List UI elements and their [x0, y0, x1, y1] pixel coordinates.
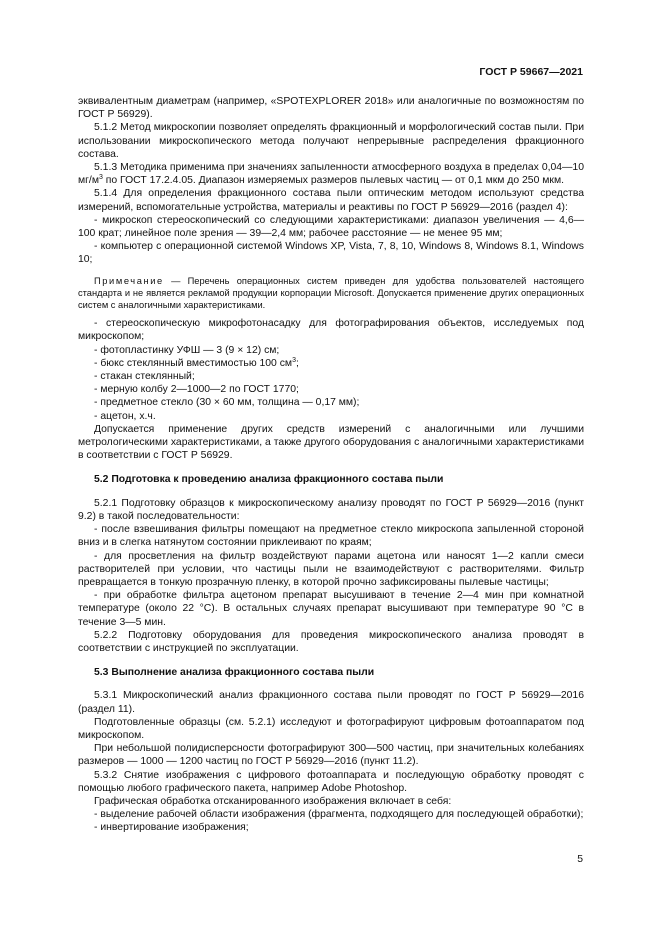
paragraph-5-3-2: 5.3.2 Снятие изображения с цифрового фотоаппарата и последующую обработку проводят с помощью любого графического пакета, например Adobe Photoshop. [78, 769, 584, 794]
list-item: - предметное стекло (30 × 60 мм, толщина — 0,17 мм); [94, 397, 360, 409]
list-item: - при обработке фильтра ацетоном препарат высушивают в течение 2—4 мин при комнатной температуре (около 22 °С). В остальных случаях препарат высушивают при температуре 90 °С в течение 3—5 мин. [78, 590, 584, 628]
paragraph-5-2-2: 5.2.2 Подготовку оборудования для проведения микроскопического анализа проводят в соответствии с инструкцией по эксплуатации. [78, 629, 584, 654]
list-item: - ацетон, х.ч. [94, 410, 156, 422]
text: 5.1.3 Методика применима при значениях запыленности атмосферного воздуха в пределах 0,04—10 мг/м [78, 162, 584, 187]
paragraph-5-1-2: 5.1.2 Метод микроскопии позволяет определять фракционный и морфологический состав пыли. При использовании микроскопического метода получают непрерывные распределения фракционного состава. [78, 122, 584, 160]
text: - бюкс стеклянный вместимостью 100 см [94, 357, 293, 369]
list-item: - инвертирование изображения; [94, 822, 249, 834]
paragraph-5-2-1: 5.2.1 Подготовку образцов к микроскопическому анализу проводят по ГОСТ Р 56929—2016 (пункт 9.2) в такой последовательности: [78, 497, 584, 522]
note-text: — Перечень операционных систем приведен для удобства пользователей настоящего стандарта и не является рекламой продукции корпорации Microsoft. Допускается применение других операционных систем с аналогичными характеристиками. [78, 275, 584, 311]
note [78, 275, 584, 312]
paragraph: При небольшой полидисперсности фотографируют 300—500 частиц, при значительных колебаниях размеров — 1000 — 1200 частиц по ГОСТ Р 56929—2016 (пункт 11.2). [78, 743, 584, 768]
paragraph: Графическая обработка отсканированного изображения включает в себя: [94, 795, 452, 807]
section-heading-5-2: 5.2 Подготовка к проведению анализа фракционного состава пыли [94, 474, 444, 486]
superscript: 3 [98, 174, 103, 182]
list-item: - стакан стеклянный; [94, 371, 195, 383]
paragraph-5-1-4: 5.1.4 Для определения фракционного состава пыли оптическим методом используют средства измерений, вспомогательные устройства, материалы и реактивы по ГОСТ Р 56929—2016 (раздел 4): [78, 188, 584, 213]
list-item: - после взвешивания фильтры помещают на предметное стекло микроскопа запыленной стороной вниз и в слегка натянутом состоянии приклеивают по краям; [78, 524, 584, 549]
paragraph-5-1-3 [78, 161, 584, 187]
list-item: - компьютер с операционной системой Windows XP, Vista, 7, 8, 10, Windows 8, Windows 8.1, Windows 10; [78, 241, 584, 266]
list-item: - выделение рабочей области изображения (фрагмента, подходящего для последующей обработки); [94, 809, 584, 821]
paragraph: Подготовленные образцы (см. 5.2.1) исследуют и фотографируют цифровым фотоаппаратом под микроскопом. [78, 716, 584, 741]
list-item: - для просветления на фильтр воздействуют парами ацетона или наносят 1—2 капли смеси растворителей при условии, что частицы пыли не взаимодействуют с растворителями. Фильтр превращается в тонкую прозрачную пленку, в которой прочно зафиксированы пылевые частицы; [78, 550, 584, 588]
text: ; [295, 357, 299, 369]
document-body [78, 95, 584, 835]
section-heading-5-3: 5.3 Выполнение анализа фракционного состава пыли [94, 667, 375, 679]
list-item [78, 357, 584, 370]
list-item: - микроскоп стереоскопический со следующими характеристиками: диапазон увеличения — 4,6—100 крат; линейное поле зрения — 39—2,4 мм; рабочее расстояние — не менее 95 мм; [78, 214, 584, 240]
standard-designation: ГОСТ Р 59667—2021 [479, 66, 583, 78]
list-item: - мерную колбу 2—1000—2 по ГОСТ 1770; [94, 384, 299, 396]
text: по ГОСТ 17.2.4.05. Диапазон измеряемых размеров пылевых частиц — от 0,1 мкм до 250 мкм. [102, 175, 564, 187]
paragraph-5-3-1: 5.3.1 Микроскопический анализ фракционного состава пыли проводят по ГОСТ Р 56929—2016 (раздел 11). [78, 690, 584, 715]
list-item: - стереоскопическую микрофотонасадку для фотографирования объектов, исследуемых под микроскопом; [78, 318, 584, 343]
note-label: Примечание [94, 275, 164, 286]
paragraph: Допускается применение других средств измерений с аналогичными или лучшими метрологическими характеристиками, а также другого оборудования с аналогичными характеристиками в соответствии с ГОСТ Р 56929. [78, 423, 584, 462]
page-number: 5 [577, 854, 583, 865]
list-item: - фотопластинку УФШ — 3 (9 × 12) см; [94, 344, 280, 356]
paragraph: эквивалентным диаметрам (например, «SPOTEXPLORER 2018» или аналогичные по возможностям по ГОСТ Р 56929). [78, 96, 584, 121]
superscript: 3 [292, 356, 296, 364]
